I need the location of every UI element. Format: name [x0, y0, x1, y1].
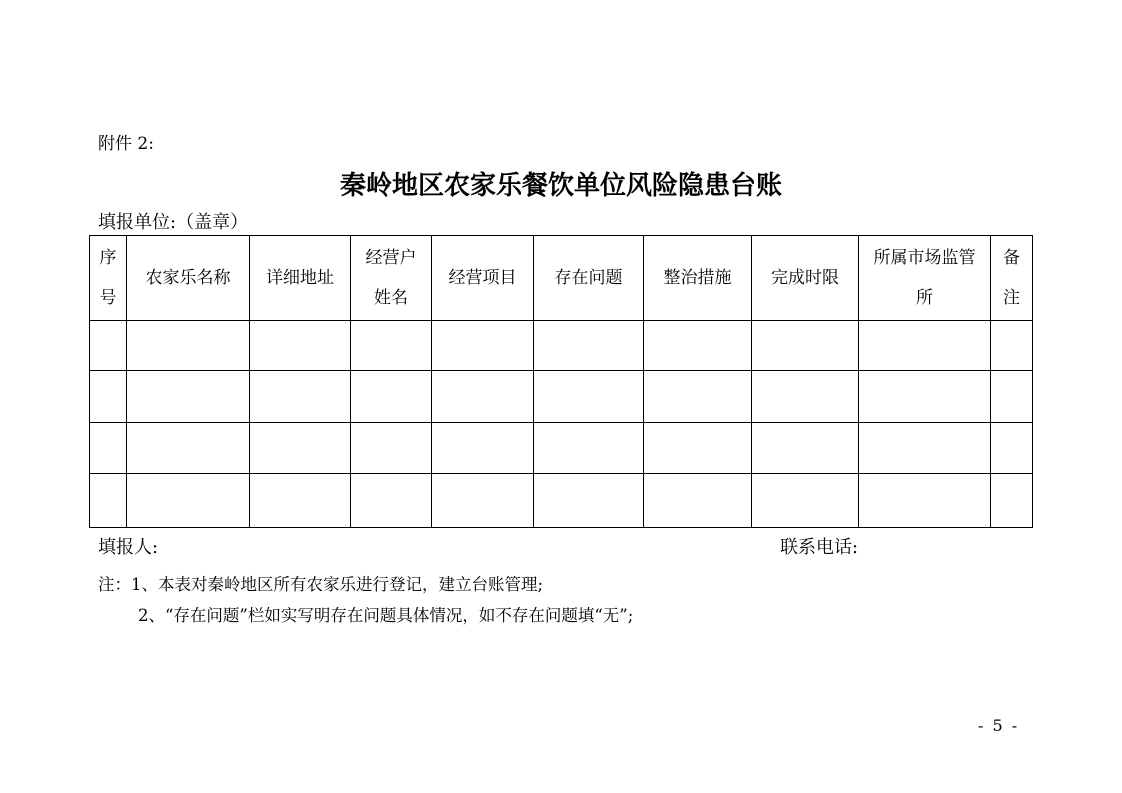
- table-cell: [859, 423, 991, 474]
- table-row: [90, 371, 1033, 423]
- filler-label: 填报人:: [98, 537, 159, 558]
- table-cell: [351, 423, 432, 474]
- table-cell: [351, 371, 432, 423]
- table-cell: [534, 371, 644, 423]
- table-cell: [644, 321, 752, 371]
- table-cell: [432, 423, 534, 474]
- table-cell: [432, 321, 534, 371]
- table-cell: [644, 474, 752, 528]
- column-header: 存在问题: [534, 236, 644, 321]
- table-cell: [250, 371, 351, 423]
- table-header-row: [90, 236, 1033, 321]
- table-cell: [859, 371, 991, 423]
- table-cell: [859, 321, 991, 371]
- table-cell: [859, 474, 991, 528]
- table-cell: [127, 371, 250, 423]
- table-cell: [534, 474, 644, 528]
- column-header: 所属市场监管所: [859, 236, 991, 321]
- table-cell: [644, 423, 752, 474]
- attachment-label: 附件 2:: [98, 134, 154, 154]
- table-cell: [90, 474, 127, 528]
- column-header: 整治措施: [644, 236, 752, 321]
- table-cell: [351, 474, 432, 528]
- note-item-2: 2、“存在问题”栏如实写明存在问题具体情况，如不存在问题填“无”;: [138, 606, 634, 625]
- table-cell: [250, 321, 351, 371]
- table-cell: [90, 321, 127, 371]
- table-cell: [432, 371, 534, 423]
- column-header: 经营项目: [432, 236, 534, 321]
- reporting-unit-label: 填报单位:（盖章）: [98, 212, 249, 233]
- column-header: 详细地址: [250, 236, 351, 321]
- column-header: 完成时限: [752, 236, 859, 321]
- table-row: [90, 321, 1033, 371]
- table-cell: [752, 321, 859, 371]
- column-header: 序号: [90, 236, 127, 321]
- table-row: [90, 474, 1033, 528]
- table-cell: [534, 423, 644, 474]
- table-cell: [127, 321, 250, 371]
- table-cell: [752, 371, 859, 423]
- phone-label: 联系电话:: [780, 537, 859, 558]
- table-cell: [432, 474, 534, 528]
- table-cell: [90, 423, 127, 474]
- column-header: 经营户姓名: [351, 236, 432, 321]
- table-cell: [90, 371, 127, 423]
- table-cell: [644, 371, 752, 423]
- table-cell: [127, 423, 250, 474]
- table-cell: [991, 423, 1033, 474]
- page-number: - 5 -: [978, 716, 1020, 735]
- document-title: 秦岭地区农家乐餐饮单位风险隐患台账: [339, 171, 782, 201]
- table-cell: [351, 321, 432, 371]
- table-cell: [991, 371, 1033, 423]
- table-cell: [250, 423, 351, 474]
- table-cell: [752, 474, 859, 528]
- risk-ledger-table: [89, 235, 1033, 528]
- table-row: [90, 423, 1033, 474]
- table-cell: [991, 321, 1033, 371]
- column-header: 备注: [991, 236, 1033, 321]
- note-item-1: 注：1、本表对秦岭地区所有农家乐进行登记，建立台账管理;: [98, 575, 544, 594]
- table-cell: [991, 474, 1033, 528]
- table-cell: [534, 321, 644, 371]
- table-cell: [127, 474, 250, 528]
- column-header: 农家乐名称: [127, 236, 250, 321]
- table-cell: [250, 474, 351, 528]
- table-cell: [752, 423, 859, 474]
